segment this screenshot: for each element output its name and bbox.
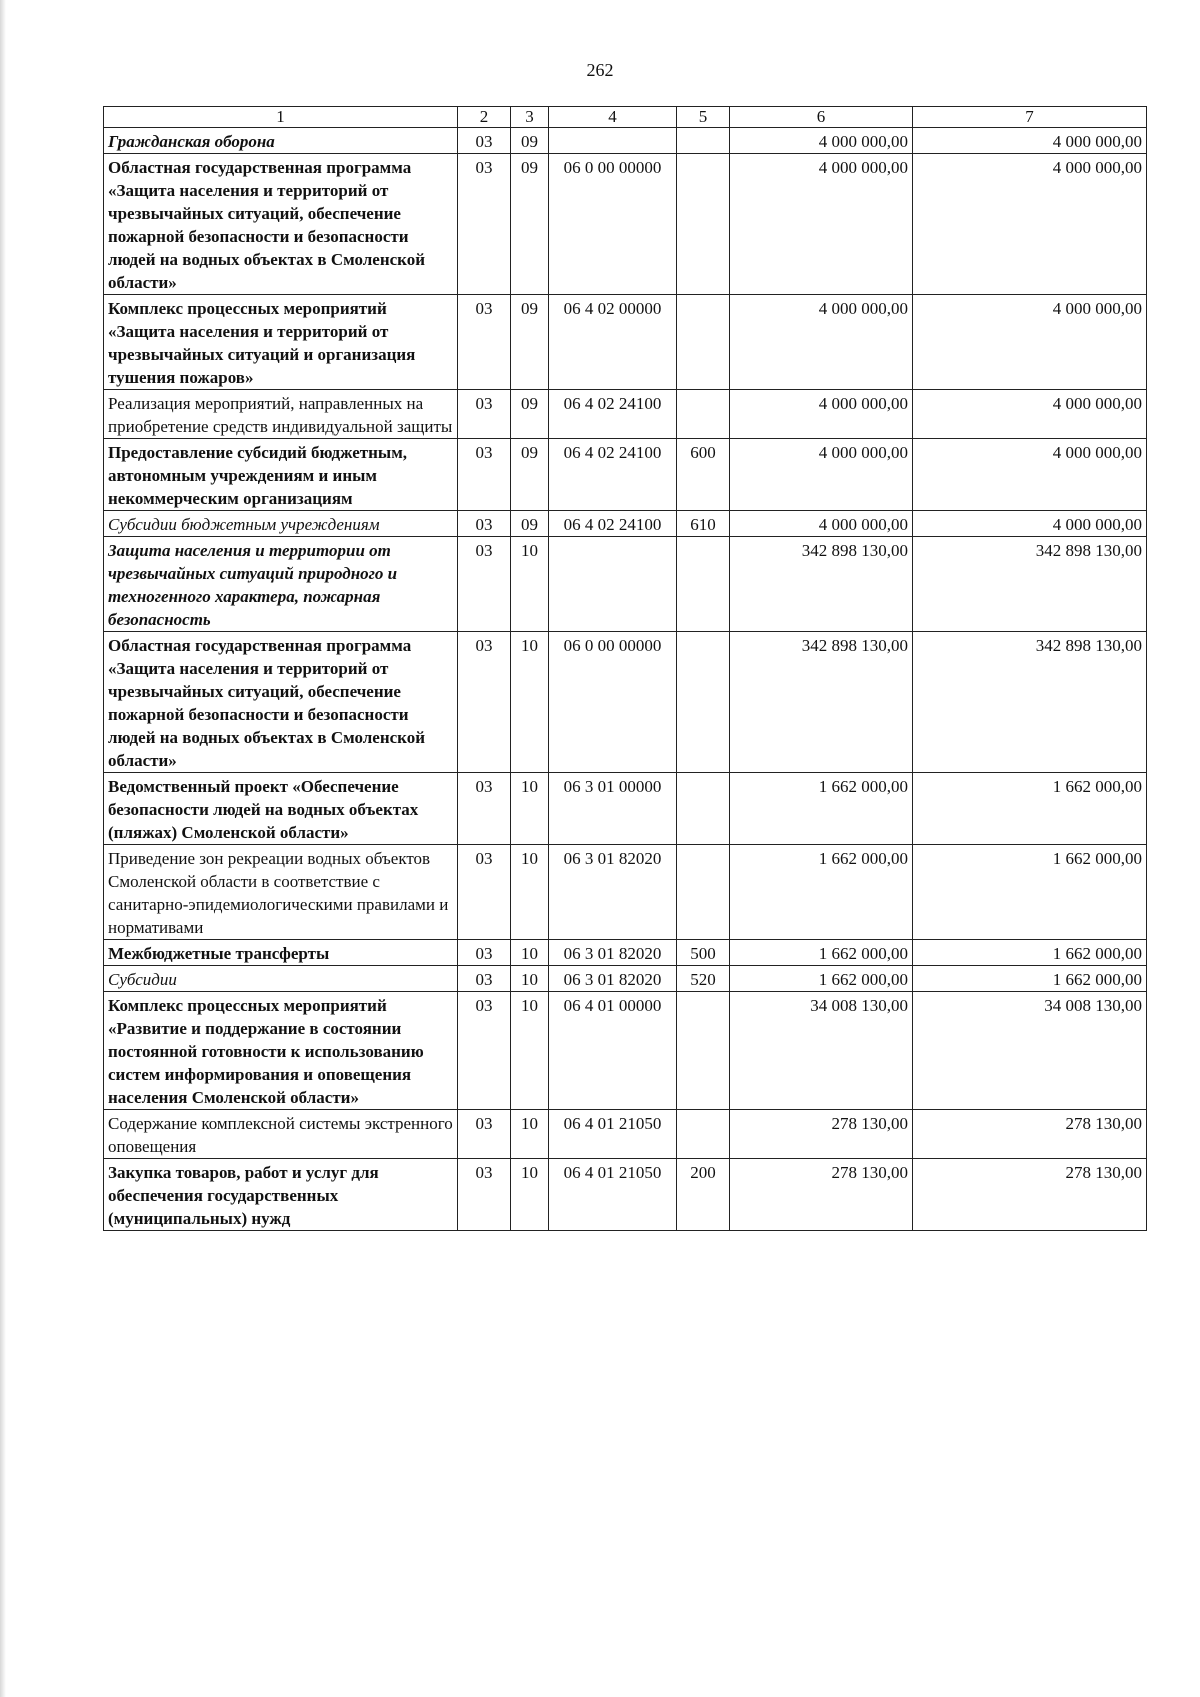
row-subsection-code: 09 (511, 295, 549, 390)
row-name: Реализация мероприятий, направленных на приобретение средств индивидуальной защиты (104, 390, 458, 439)
row-subsection-code: 10 (511, 632, 549, 773)
row-section-code: 03 (458, 992, 511, 1110)
table-row (104, 845, 1147, 940)
row-target-article: 06 4 01 21050 (549, 1159, 677, 1231)
row-expense-type: 600 (677, 439, 730, 511)
row-name: Ведомственный проект «Обеспечение безопасности людей на водных объектах (пляжах) Смоленской области» (104, 773, 458, 845)
row-target-article: 06 3 01 82020 (549, 966, 677, 992)
row-subsection-code: 10 (511, 966, 549, 992)
row-section-code: 03 (458, 773, 511, 845)
row-section-code: 03 (458, 511, 511, 537)
row-amount-year2: 342 898 130,00 (913, 537, 1147, 632)
row-section-code: 03 (458, 390, 511, 439)
row-section-code: 03 (458, 537, 511, 632)
row-target-article: 06 3 01 82020 (549, 845, 677, 940)
row-amount-year1: 4 000 000,00 (730, 295, 913, 390)
row-name: Областная государственная программа «Защита населения и территорий от чрезвычайных ситуаций, обеспечение пожарной безопасности и безопасности людей на водных объектах в Смоленской области» (104, 632, 458, 773)
row-expense-type (677, 154, 730, 295)
row-subsection-code: 10 (511, 845, 549, 940)
row-name: Защита населения и территории от чрезвычайных ситуаций природного и техногенного характера, пожарная безопасность (104, 537, 458, 632)
scan-edge-shadow (0, 0, 6, 1697)
row-name: Субсидии бюджетным учреждениям (104, 511, 458, 537)
row-target-article: 06 4 02 24100 (549, 511, 677, 537)
header-cell: 3 (511, 107, 549, 128)
row-amount-year1: 4 000 000,00 (730, 511, 913, 537)
row-amount-year2: 4 000 000,00 (913, 295, 1147, 390)
row-subsection-code: 10 (511, 940, 549, 966)
row-expense-type (677, 390, 730, 439)
row-section-code: 03 (458, 845, 511, 940)
row-subsection-code: 09 (511, 154, 549, 295)
row-target-article: 06 3 01 00000 (549, 773, 677, 845)
row-expense-type (677, 632, 730, 773)
row-amount-year1: 4 000 000,00 (730, 390, 913, 439)
row-target-article: 06 4 02 24100 (549, 439, 677, 511)
row-expense-type (677, 537, 730, 632)
row-amount-year1: 4 000 000,00 (730, 439, 913, 511)
row-amount-year1: 4 000 000,00 (730, 128, 913, 154)
row-amount-year2: 1 662 000,00 (913, 940, 1147, 966)
header-cell: 7 (913, 107, 1147, 128)
row-target-article: 06 4 02 00000 (549, 295, 677, 390)
row-section-code: 03 (458, 128, 511, 154)
row-subsection-code: 09 (511, 128, 549, 154)
row-name: Гражданская оборона (104, 128, 458, 154)
row-subsection-code: 10 (511, 1110, 549, 1159)
row-amount-year1: 342 898 130,00 (730, 632, 913, 773)
table-row (104, 632, 1147, 773)
row-subsection-code: 10 (511, 773, 549, 845)
row-amount-year2: 4 000 000,00 (913, 390, 1147, 439)
row-expense-type: 200 (677, 1159, 730, 1231)
row-name: Предоставление субсидий бюджетным, автономным учреждениям и иным некоммерческим организациям (104, 439, 458, 511)
budget-table (103, 106, 1147, 1231)
row-expense-type (677, 295, 730, 390)
row-name: Межбюджетные трансферты (104, 940, 458, 966)
row-section-code: 03 (458, 295, 511, 390)
row-target-article: 06 0 00 00000 (549, 632, 677, 773)
table-row (104, 1110, 1147, 1159)
row-section-code: 03 (458, 940, 511, 966)
row-section-code: 03 (458, 966, 511, 992)
row-amount-year2: 278 130,00 (913, 1110, 1147, 1159)
row-subsection-code: 09 (511, 511, 549, 537)
row-section-code: 03 (458, 1110, 511, 1159)
table-row (104, 966, 1147, 992)
row-expense-type (677, 1110, 730, 1159)
row-amount-year1: 4 000 000,00 (730, 154, 913, 295)
table-row (104, 439, 1147, 511)
table-row (104, 773, 1147, 845)
row-amount-year1: 34 008 130,00 (730, 992, 913, 1110)
row-amount-year1: 278 130,00 (730, 1110, 913, 1159)
row-target-article: 06 3 01 82020 (549, 940, 677, 966)
row-target-article: 06 4 01 00000 (549, 992, 677, 1110)
row-expense-type: 520 (677, 966, 730, 992)
row-target-article: 06 4 02 24100 (549, 390, 677, 439)
row-expense-type: 610 (677, 511, 730, 537)
row-section-code: 03 (458, 439, 511, 511)
row-subsection-code: 09 (511, 390, 549, 439)
row-name: Комплекс процессных мероприятий «Защита населения и территорий от чрезвычайных ситуаций и организация тушения пожаров» (104, 295, 458, 390)
row-amount-year1: 342 898 130,00 (730, 537, 913, 632)
table-row (104, 511, 1147, 537)
table-row (104, 390, 1147, 439)
row-amount-year1: 1 662 000,00 (730, 940, 913, 966)
row-expense-type (677, 773, 730, 845)
row-subsection-code: 09 (511, 439, 549, 511)
row-subsection-code: 10 (511, 1159, 549, 1231)
row-expense-type (677, 845, 730, 940)
row-section-code: 03 (458, 154, 511, 295)
row-name: Областная государственная программа «Защита населения и территорий от чрезвычайных ситуаций, обеспечение пожарной безопасности и безопасности людей на водных объектах в Смоленской области» (104, 154, 458, 295)
row-expense-type: 500 (677, 940, 730, 966)
row-amount-year2: 4 000 000,00 (913, 439, 1147, 511)
table-row (104, 154, 1147, 295)
table-row (104, 992, 1147, 1110)
header-cell: 4 (549, 107, 677, 128)
row-target-article (549, 537, 677, 632)
row-amount-year2: 342 898 130,00 (913, 632, 1147, 773)
row-amount-year2: 34 008 130,00 (913, 992, 1147, 1110)
row-amount-year2: 1 662 000,00 (913, 845, 1147, 940)
row-name: Приведение зон рекреации водных объектов Смоленской области в соответствие с санитарно-эпидемиологическими правилами и нормативами (104, 845, 458, 940)
table-row (104, 940, 1147, 966)
row-amount-year2: 278 130,00 (913, 1159, 1147, 1231)
table-row (104, 295, 1147, 390)
row-expense-type (677, 992, 730, 1110)
row-name: Закупка товаров, работ и услуг для обеспечения государственных (муниципальных) нужд (104, 1159, 458, 1231)
row-target-article: 06 4 01 21050 (549, 1110, 677, 1159)
row-section-code: 03 (458, 1159, 511, 1231)
row-name: Субсидии (104, 966, 458, 992)
row-amount-year2: 1 662 000,00 (913, 773, 1147, 845)
header-cell: 2 (458, 107, 511, 128)
row-expense-type (677, 128, 730, 154)
row-subsection-code: 10 (511, 992, 549, 1110)
row-amount-year2: 4 000 000,00 (913, 128, 1147, 154)
row-section-code: 03 (458, 632, 511, 773)
row-amount-year2: 4 000 000,00 (913, 511, 1147, 537)
row-amount-year1: 1 662 000,00 (730, 845, 913, 940)
table-row (104, 537, 1147, 632)
row-subsection-code: 10 (511, 537, 549, 632)
page-number: 262 (586, 60, 614, 80)
row-target-article: 06 0 00 00000 (549, 154, 677, 295)
table-row (104, 1159, 1147, 1231)
header-cell: 1 (104, 107, 458, 128)
table-row (104, 128, 1147, 154)
row-target-article (549, 128, 677, 154)
row-amount-year1: 1 662 000,00 (730, 773, 913, 845)
row-amount-year2: 4 000 000,00 (913, 154, 1147, 295)
header-cell: 6 (730, 107, 913, 128)
table-header-row (104, 107, 1147, 128)
row-amount-year2: 1 662 000,00 (913, 966, 1147, 992)
row-amount-year1: 278 130,00 (730, 1159, 913, 1231)
header-cell: 5 (677, 107, 730, 128)
row-name: Содержание комплексной системы экстренного оповещения (104, 1110, 458, 1159)
row-name: Комплекс процессных мероприятий «Развитие и поддержание в состоянии постоянной готовности к использованию систем информирования и оповещения населения Смоленской области» (104, 992, 458, 1110)
row-amount-year1: 1 662 000,00 (730, 966, 913, 992)
